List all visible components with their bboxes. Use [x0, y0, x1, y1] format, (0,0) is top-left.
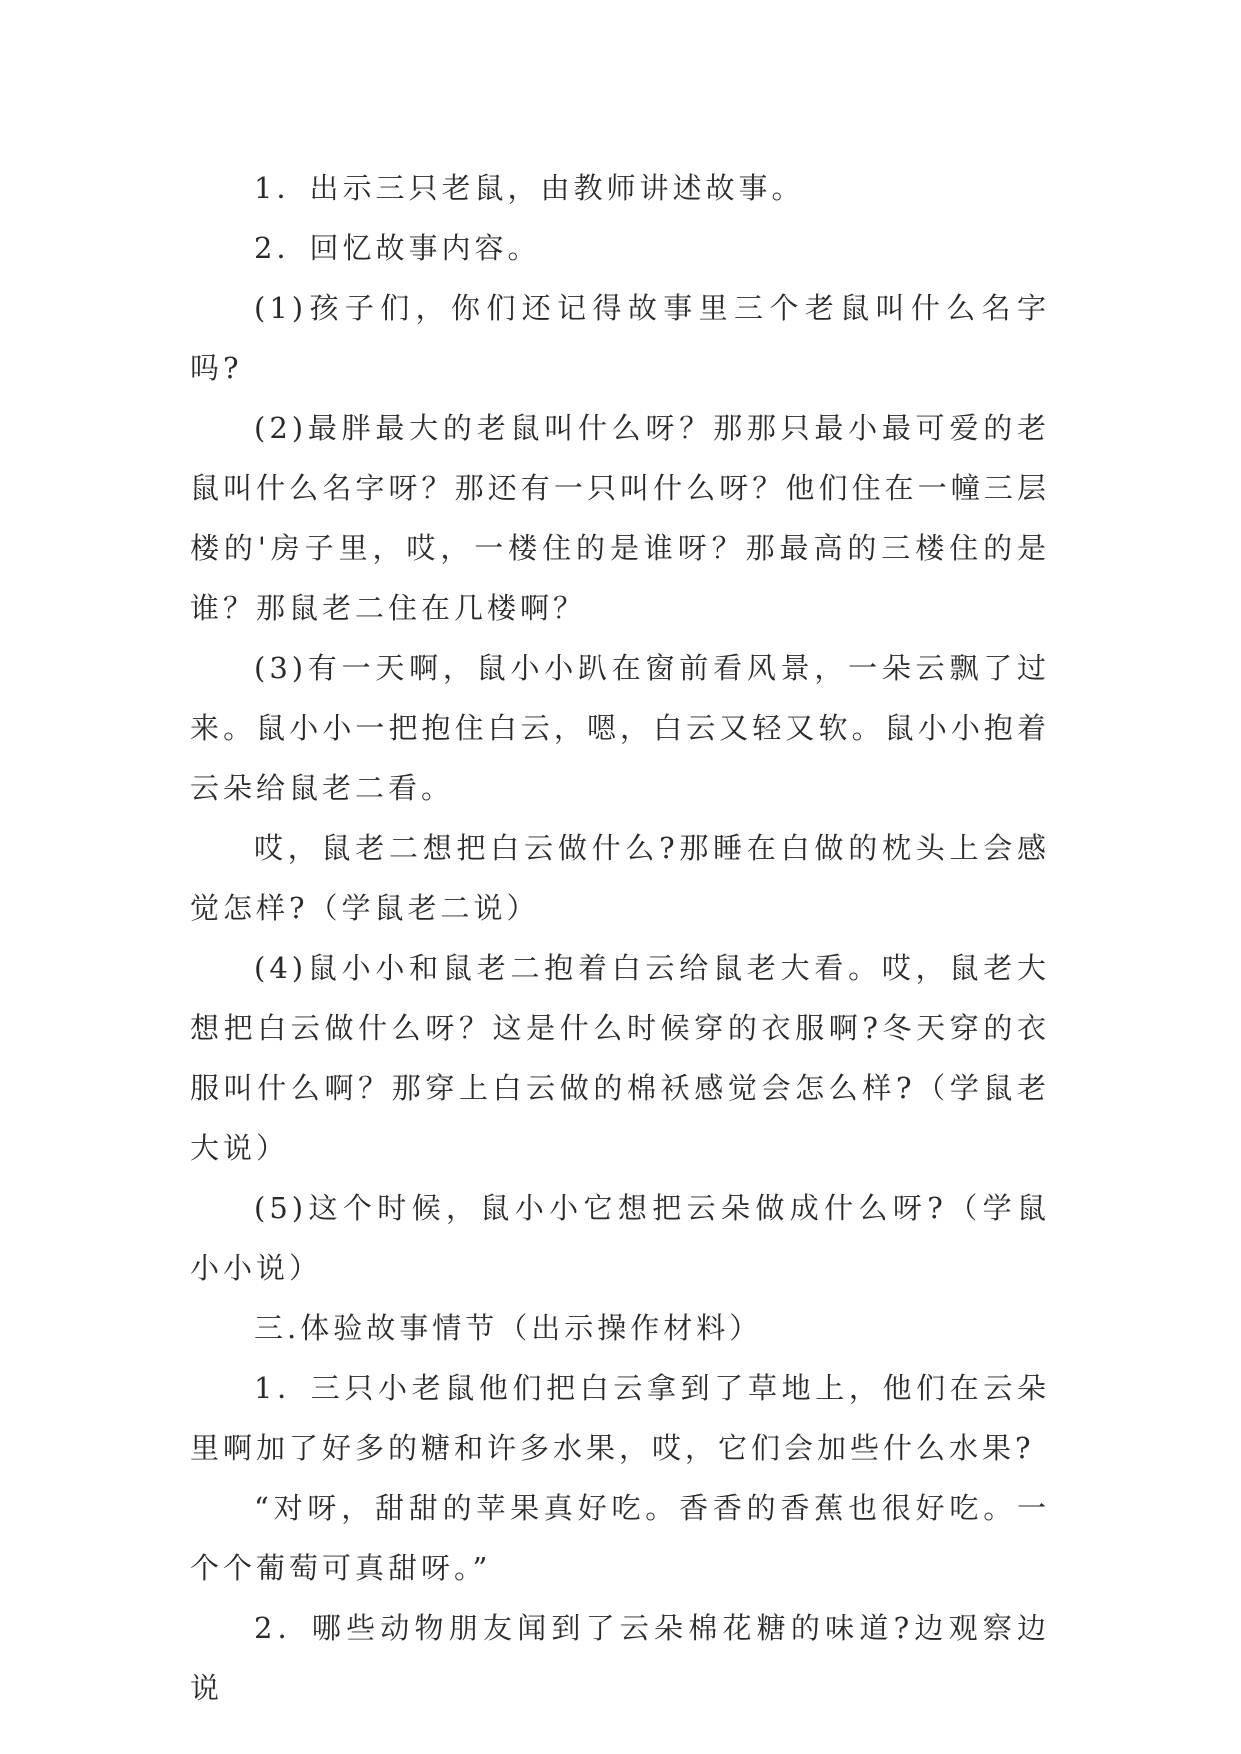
paragraph: 2．回忆故事内容。 — [254, 231, 541, 265]
document-body — [190, 158, 1050, 1718]
paragraph: 2．哪些动物朋友闻到了云朵棉花糖的味道?边观察边说 — [190, 1611, 1050, 1705]
paragraph: (4)鼠小小和鼠老二抱着白云给鼠老大看。哎，鼠老大想把白云做什么呀？这是什么时候穿的衣服啊?冬天穿的衣服叫什么啊？那穿上白云做的棉袄感觉会怎么样?（学鼠老大说） — [190, 951, 1050, 1165]
section-heading: 三.体验故事情节（出示操作材料） — [254, 1311, 763, 1345]
paragraph: (2)最胖最大的老鼠叫什么呀？那那只最小最可爱的老鼠叫什么名字呀？那还有一只叫什么呀？他们住在一幢三层楼的'房子里，哎，一楼住的是谁呀？那最高的三楼住的是谁？那鼠老二住在几楼啊？ — [190, 411, 1050, 625]
paragraph: (5)这个时候，鼠小小它想把云朵做成什么呀?（学鼠小小说） — [190, 1191, 1050, 1285]
paragraph: (3)有一天啊，鼠小小趴在窗前看风景，一朵云飘了过来。鼠小小一把抱住白云，嗯，白云又轻又软。鼠小小抱着云朵给鼠老二看。 — [190, 651, 1050, 805]
paragraph: “对呀，甜甜的苹果真好吃。香香的香蕉也很好吃。一个个葡萄可真甜呀。” — [190, 1491, 1050, 1585]
paragraph: 1．三只小老鼠他们把白云拿到了草地上，他们在云朵里啊加了好多的糖和许多水果，哎，它们会加些什么水果? — [190, 1371, 1050, 1465]
paragraph: 1．出示三只老鼠，由教师讲述故事。 — [254, 171, 805, 205]
paragraph: (1)孩子们，你们还记得故事里三个老鼠叫什么名字吗? — [190, 291, 1050, 385]
paragraph: 哎，鼠老二想把白云做什么?那睡在白做的枕头上会感觉怎样?（学鼠老二说） — [190, 831, 1050, 925]
